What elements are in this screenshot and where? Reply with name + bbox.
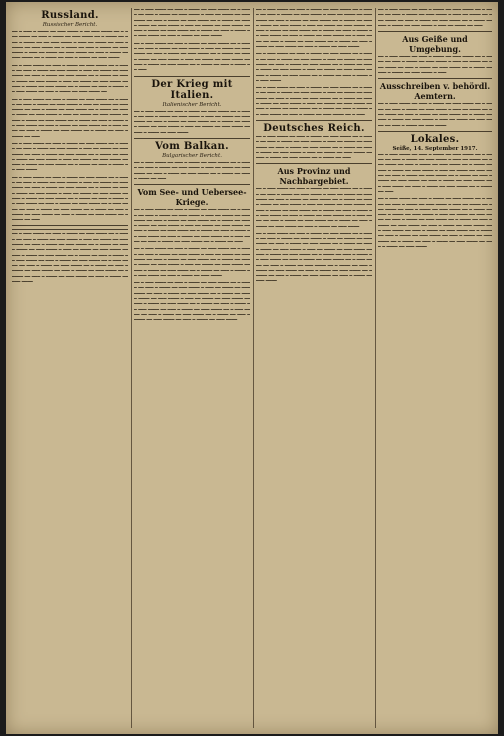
column-2 — [134, 8, 250, 728]
divider — [134, 184, 250, 185]
heading-balkan: Vom Balkan. — [155, 141, 229, 153]
column-rule — [375, 8, 376, 728]
column-3 — [256, 8, 372, 728]
subheading-italienischer-bericht: Italienischer Bericht. — [162, 101, 222, 108]
article-text: ━━ ━ ━━━ ━━━━ ━━ ━━━ ━ ━━━━ ━━ ━━━ ━━━━ ━━ ━ ━━━━ ━━ ━━━ ━ ━━━━ ━━ ━━━ ━━━━ ━ ━━━ ━━ ━━━━ ━━ ━━━ ━━━━ ━━ ━━━ ━ ━━━━ ━━ ━━━ ━━━━ ━━ ━ ━━━━ ━━ ━━━ ━ ━━━━ ━━ ━━━ ━━━━ ━ ━━━ ━━ ━━━━ ━━ ━━━ ━━━━ ━━ ━━━ ━ ━━━━ ━━ ━━━ ━━━━ ━━ ━ ━━━━ ━━ ━━━ ━ ━━━━ ━━ ━━━ ━━━━ ━━ ━━━ ━ ━━━━ ━━ ━━━ ━━━━ — [134, 247, 250, 279]
column-4 — [378, 8, 492, 728]
divider — [378, 78, 492, 79]
heading-deutsches-reich: Deutsches Reich. — [263, 122, 365, 134]
article-text: ━━ ━ ━━━ ━━━━ ━━ ━━━ ━ ━━━━ ━━ ━━━ ━━━━ ━━ ━ ━━━━ ━━ ━━━ ━ ━━━━ ━━ ━━━ ━━━━ ━ ━━━ ━━ ━━━━ ━━ ━━━ ━━━━ ━━ ━━━ ━ ━━━━ ━━ ━━━ ━━━━ ━━ ━ ━━━━ ━━ ━━━ ━ ━━━━ ━━ ━━━ ━━━━ ━ ━━━ ━━ ━━━━ ━━ ━━━ ━━━━ ━━ ━━━ ━ ━━━━ ━━ ━━━ ━━━━ ━━ ━ ━━━━ ━━ ━━━ ━ ━━━━ ━━ ━━━ ━━━━ ━━ ━━━ ━ ━━━━ ━━ ━━━ ━━━━ ━━ ━ ━━━ ━━━━ ━━ ━━━ ━ ━━━━ ━━ ━━━ ━━━━ ━━ ━ ━━━━ ━━ ━━━ ━ ━━━━ ━━ ━━━ ━━━━ ━━ ━━━ ━ ━━━━ ━━ ━━━ ━━━━ — [256, 187, 372, 230]
divider — [378, 131, 492, 132]
divider — [378, 31, 492, 32]
heading-provinz: Aus Provinz und Nachbargebiet. — [277, 166, 351, 187]
column-rule — [253, 8, 254, 728]
article-text: ━━ ━ ━━━ ━━━━ ━━ ━━━ ━ ━━━━ ━━ ━━━ ━━━━ ━━ ━ ━━━━ ━━ ━━━ ━ ━━━━ ━━ ━━━ ━━━━ ━ ━━━ ━━ ━━━━ ━━ ━━━ ━━━━ ━━ ━━━ ━ ━━━━ ━━ ━━━ ━━━━ ━━ ━ ━━━━ ━━ ━━━ ━ ━━━━ ━━ ━━━ ━━━━ ━ ━━━ ━━ ━━━━ ━━ ━━━ ━━━━ ━━ ━━━ ━ ━━━━ ━━ ━━━ ━━━━ ━━ ━ ━━━━ ━━ ━━━ ━ ━━━━ ━━ ━━━ ━━━━ ━━ ━━━ ━ ━━━━ ━━ ━━━ ━━━━ ━━ ━ ━━━ ━━━━ ━━ ━━━ ━ ━━━━ ━━ ━━━ ━━━━ ━━ ━ ━━━━ ━━ ━━━ — [378, 152, 492, 195]
heading-see-krieg: Vom See- und Uebersee-Kriege. — [137, 187, 247, 208]
article-text: ━━ ━ ━━━ ━━━━ ━━ ━━━ ━ ━━━━ ━━ ━━━ ━━━━ ━━ ━ ━━━━ ━━ ━━━ ━ ━━━━ ━━ ━━━ ━━━━ ━ ━━━ ━━ ━━━━ ━━ ━━━ ━━━━ ━━ ━━━ ━ ━━━━ ━━ ━━━ ━━━━ ━━ ━ ━━━━ ━━ ━━━ ━ ━━━━ ━━ ━━━ ━━━━ ━ ━━━ ━━ ━━━━ ━━ ━━━ ━━━━ ━━ ━━━ ━ ━━━━ ━━ ━━━ ━━━━ ━━ ━ ━━━━ ━━ ━━━ ━ ━━━━ ━━ ━━━ ━━━━ ━━ ━━━ ━ ━━━━ ━━ ━━━ ━━━━ ━━ ━ ━━━ ━━━━ ━━ ━━━ ━ ━━━━ ━━ ━━━ ━━━━ ━━ ━ ━━━━ ━━ ━━━ ━ ━━━━ ━━ ━━━ ━━━━ ━━ ━━━ ━ ━━━━ ━━ ━━━ ━━━━ ━━ ━ ━━━━ ━━ ━━━ ━ ━━━━ ━━ ━━━ ━━━━ ━━ ━━━ ━ ━━━━ ━━ ━━━ ━━━━ — [256, 231, 372, 285]
article-text: ━━ ━ ━━━ ━━━━ ━━ ━━━ ━ ━━━━ ━━ ━━━ ━━━━ ━━ ━ ━━━━ ━━ ━━━ ━ ━━━━ ━━ ━━━ ━━━━ ━ ━━━ ━━ ━━━━ ━━ ━━━ ━━━━ ━━ ━━━ ━ ━━━━ ━━ ━━━ ━━━━ ━━ ━ ━━━━ ━━ ━━━ ━ ━━━━ ━━ ━━━ ━━━━ ━ ━━━ ━━ ━━━━ ━━ ━━━ ━━━━ ━━ ━━━ ━ ━━━━ ━━ ━━━ ━━━━ ━━ ━ ━━━━ ━━ ━━━ ━ ━━━━ ━━ ━━━ ━━━━ ━━ ━━━ ━ ━━━━ ━━ ━━━ ━━━━ ━━ ━ ━━━ ━━━━ ━━ ━━━ ━ ━━━━ ━━ ━━━ ━━━━ ━━ ━ ━━━━ ━━ ━━━ ━ ━━━━ ━━ ━━━ ━━━━ ━━ ━━━ ━ ━━━━ ━━ ━━━ ━━━━ — [134, 281, 250, 324]
article-text: ━━ ━ ━━━ ━━━━ ━━ ━━━ ━ ━━━━ ━━ ━━━ ━━━━ ━━ ━ ━━━━ ━━ ━━━ ━ ━━━━ ━━ ━━━ ━━━━ ━ ━━━ ━━ ━━━━ ━━ ━━━ ━━━━ ━━ ━━━ ━ ━━━━ ━━ ━━━ ━━━━ ━━ ━ ━━━━ ━━ ━━━ ━ ━━━━ ━━ ━━━ ━━━━ ━ ━━━ ━━ ━━━━ ━━ ━━━ ━━━━ ━━ ━━━ ━ ━━━━ ━━ ━━━ ━━━━ ━━ ━ ━━━━ ━━ ━━━ ━ ━━━━ ━━ ━━━ ━━━━ — [12, 141, 128, 174]
divider — [12, 225, 128, 230]
article-text: ━━ ━ ━━━ ━━━━ ━━ ━━━ ━ ━━━━ ━━ ━━━ ━━━━ ━━ ━ ━━━━ ━━ ━━━ ━ ━━━━ ━━ ━━━ ━━━━ ━ ━━━ ━━ ━━━━ ━━ ━━━ ━━━━ ━━ ━━━ ━ ━━━━ ━━ ━━━ ━━━━ ━━ ━ ━━━━ ━━ ━━━ ━ ━━━━ ━━ ━━━ ━━━━ ━ ━━━ ━━ ━━━━ ━━ ━━━ ━━━━ ━━ ━━━ ━ ━━━━ ━━ ━━━ ━━━━ ━━ ━ ━━━━ ━━ ━━━ ━ ━━━━ ━━ ━━━ — [134, 41, 250, 74]
divider — [134, 138, 250, 139]
article-text: ━━ ━ ━━━ ━ ━━━━ ━━ ━━━ ━━━━ ━ ━━ ━━━ ━━━━ ━━ ━ ━━━ ━━━━ ━━ ━━━ ━ ━━━━ ━━ ━━━ ━━━━ ━━ ━ ━━━━ ━━ ━━━ ━ ━━━━ ━━ ━━ ━━━ ━━━━ ━ ━━━ ━━ ━━━━ ━━ ━━━ ━ ━━━━ ━━ ━━━ ━━━━ ━━ ━ ━━━━ ━━ ━━━ ━ ━━━━ ━━ ━━━ ━━━━ ━ ━━━ ━━ ━━━━ ━━ ━━━ ━━━━ ━━ ━━━ ━ ━━━━ ━━ ━━━ ━━━━ ━━ ━ ━━━━ ━━ ━━━ ━ ━━━━ ━━ ━━━ ━━━━ — [12, 30, 128, 62]
subheading-bulgarischer-bericht: Bulgarischer Bericht. — [162, 153, 222, 160]
article-text: ━━ ━ ━━━ ━━━━ ━━ ━━━ ━ ━━━━ ━━ ━━━ ━━━━ ━━ ━ ━━━━ ━━ ━━━ ━ ━━━━ ━━ ━━━ ━━━━ ━ ━━━ ━━ ━━━━ ━━ ━━━ ━━━━ ━━ ━━━ ━ ━━━━ ━━ ━━━ ━━━━ ━━ ━ ━━━━ ━━ ━━━ ━ ━━━━ ━━ ━━━ ━━━━ ━ ━━━ ━━ ━━━━ ━━ ━━━ ━━━━ ━━ ━━━ ━ ━━━━ ━━ ━━━ ━━━━ — [134, 109, 250, 136]
article-text: ━━ ━ ━━━ ━━━━ ━━ ━━━ ━ ━━━━ ━━ ━━━ ━━━━ ━━ ━ ━━━━ ━━ ━━━ ━ ━━━━ ━━ ━━━ ━━━━ ━ ━━━ ━━ ━━━━ ━━ ━━━ ━━━━ ━━ ━━━ ━ ━━━━ ━━ ━━━ ━━━━ ━━ ━ ━━━━ ━━ ━━━ ━ ━━━━ ━━ ━━━ ━━━━ ━ ━━━ ━━ ━━━━ ━━ ━━━ ━━━━ ━━ ━━━ ━ ━━━━ ━━ ━━━ ━━━━ ━━ ━ ━━━━ ━━ ━━━ ━ ━━━━ ━━ ━━━ ━━━━ ━━ ━━━ ━ ━━━━ ━━ ━━━ ━━━━ ━━ ━ ━━━ — [256, 86, 372, 118]
article-text: ━━ ━ ━━━ ━━━━ ━━ ━━━ ━ ━━━━ ━━ ━━━ ━━━━ ━━ ━ ━━━━ ━━ ━━━ ━ ━━━━ ━━ ━━━ ━━━━ ━ ━━━ ━━ ━━━━ ━━ ━━━ ━━━━ ━━ ━━━ ━ ━━━━ ━━ ━━━ ━━━━ ━━ ━ ━━━━ ━━ ━━━ ━ ━━━━ ━━ ━━━ ━━━━ ━ ━━━ — [378, 55, 492, 77]
article-text: ━━ ━ ━━━ ━━━━ ━━ ━━━ ━ ━━━━ ━━ ━━━ ━━━━ ━━ ━ ━━━━ ━━ ━━━ ━ ━━━━ ━━ ━━━ ━━━━ ━ ━━━ ━━ ━━━━ ━━ ━━━ ━━━━ ━━ ━━━ ━ ━━━━ ━━ ━━━ ━━━━ ━━ ━ ━━━━ ━━ ━━━ ━ ━━━━ ━━ ━━━ ━━━━ ━ ━━━ ━━ ━━━━ ━━ ━━━ ━━━━ ━━ ━━━ ━ ━━━━ ━━ ━━━ ━━━━ ━━ ━ ━━━━ ━━ ━━━ ━ ━━━━ ━━ ━━━ ━━━━ ━━ ━━━ ━ ━━━━ ━━ ━━━ ━━━━ ━━ ━ ━━━ ━━━━ ━━ ━━━ ━ ━━━━ ━━ ━━━ ━━━━ ━━ ━ ━━━━ ━━ ━━━ ━ ━━━━ ━━ ━━━ — [12, 97, 128, 140]
heading-umgebung: Aus Geiße und Umgebung. — [402, 34, 468, 55]
heading-russland: Russland. — [41, 10, 99, 21]
heading-lokales: Lokales. — [410, 133, 460, 145]
heading-krieg-italien: Der Krieg mit Italien. — [151, 78, 233, 101]
article-text: ━━ ━ ━━━ ━━━━ ━━ ━━━ ━ ━━━━ ━━ ━━━ ━━━━ ━━ ━ ━━━━ ━━ ━━━ ━ ━━━━ ━━ ━━━ ━━━━ ━ ━━━ ━━ ━━━━ ━━ ━━━ ━━━━ ━━ ━━━ ━ ━━━━ ━━ ━━━ ━━━━ ━━ ━ ━━━━ ━━ ━━━ ━ ━━━━ ━━ ━━━ — [134, 161, 250, 182]
divider — [256, 163, 372, 164]
newspaper-page — [6, 2, 498, 734]
divider — [134, 76, 250, 77]
article-text: ━━ ━ ━━━ ━━━━ ━━ ━━━ ━ ━━━━ ━━ ━━━ ━━━━ ━━ ━ ━━━━ ━━ ━━━ ━ ━━━━ ━━ ━━━ ━━━━ ━ ━━━ ━━ ━━━━ ━━ ━━━ ━━━━ ━━ ━━━ ━ ━━━━ ━━ ━━━ ━━━━ ━━ ━ ━━━━ ━━ ━━━ ━ ━━━━ ━━ ━━━ ━━━━ ━ ━━━ ━━ ━━━━ ━━ ━━━ ━━━━ ━━ ━━━ ━ ━━━━ ━━ ━━━ ━━━━ ━━ ━ ━━━━ ━━ ━━━ ━ ━━━━ ━━ ━━━ ━━━━ ━━ ━━━ ━ ━━━━ ━━ ━━━ ━━━━ ━━ ━ ━━━ ━━━━ ━━ ━━━ ━ ━━━━ ━━ ━━━ ━━━━ ━━ ━ ━━━━ ━━ ━━━ ━ ━━━━ ━━ ━━━ ━━━━ ━━ ━━━ ━ ━━━━ ━━ ━━━ ━━━━ — [256, 8, 372, 51]
article-text: ━━ ━ ━━━ ━━━━ ━━ ━━━ ━ ━━━━ ━━ ━━━ ━━━━ ━━ ━ ━━━━ ━━ ━━━ ━ ━━━━ ━━ ━━━ ━━━━ ━ ━━━ ━━ ━━━━ ━━ ━━━ ━━━━ ━━ ━━━ ━ ━━━━ ━━ ━━━ ━━━━ ━━ ━ ━━━━ ━━ ━━━ ━ ━━━━ ━━ ━━━ ━━━━ ━ ━━━ ━━ ━━━━ ━━ ━━━ ━━━━ ━━ ━━━ ━ ━━━━ ━━ ━━━ ━━━━ ━━ ━ ━━━━ ━━ ━━━ ━ ━━━━ ━━ ━━━ ━━━━ ━━ ━━━ ━ ━━━━ ━━ ━━━ ━━━━ ━━ ━ ━━━ ━━━━ ━━ ━━━ ━ ━━━━ ━━ ━━━ ━━━━ ━━ ━ ━━━━ ━━ ━━━ — [134, 208, 250, 246]
subheading-russischer-bericht: Russischer Bericht. — [42, 22, 98, 28]
article-text: ━━ ━ ━━━ ━━━━ ━━ ━━━ ━ ━━━━ ━━ ━━━ ━━━━ ━━ ━ ━━━━ ━━ ━━━ ━ ━━━━ ━━ ━━━ ━━━━ ━ ━━━ ━━ ━━━━ ━━ ━━━ ━━━━ ━━ ━━━ ━ ━━━━ ━━ ━━━ ━━━━ ━━ ━ ━━━━ ━━ ━━━ ━ ━━━━ ━━ ━━━ ━━━━ ━ ━━━ ━━ ━━━━ ━━ ━━━ ━━━━ ━━ ━━━ ━ ━━━━ ━━ ━━━ ━━━━ ━━ ━ ━━━━ ━━ ━━━ ━ ━━━━ ━━ ━━━ ━━━━ ━━ ━━━ ━ ━━━━ ━━ ━━━ ━━━━ ━━ ━ ━━━ ━━━━ ━━ ━━━ ━ ━━━━ ━━ ━━━ ━━━━ ━━ ━ ━━━━ ━━ ━━━ ━ ━━━━ ━━ ━━━ ━━━━ ━━ ━━━ ━ ━━━━ ━━ ━━━ ━━━━ ━━ ━ ━━━━ ━━ ━━━ ━ ━━━━ ━━ ━━━ ━━━━ ━━ ━━━ ━ ━━━━ ━━ ━━━ ━━━━ — [12, 232, 128, 286]
divider — [256, 120, 372, 121]
column-1 — [12, 8, 128, 728]
article-text: ━━ ━ ━━━ ━━━━ ━━ ━━━ ━ ━━━━ ━━ ━━━ ━━━━ ━━ ━ ━━━━ ━━ ━━━ ━ ━━━━ ━━ ━━━ ━━━━ ━ ━━━ ━━ ━━━━ ━━ ━━━ ━━━━ ━━ ━━━ ━ ━━━━ ━━ ━━━ ━━━━ ━━ ━ ━━━━ ━━ ━━━ ━ ━━━━ ━━ ━━━ ━━━━ ━ ━━━ ━━ ━━━━ ━━ ━━━ ━━━━ ━━ ━━━ ━ ━━━━ ━━ ━━━ ━━━━ ━━ ━ ━━━━ ━━ ━━━ ━ ━━━━ ━━ ━━━ ━━━━ ━━ ━━━ ━ ━━━━ ━━ ━━━ ━━━━ — [134, 8, 250, 40]
article-text: ━━ ━ ━━━ ━━━━ ━━ ━━━ ━ ━━━━ ━━ ━━━ ━━━━ ━━ ━ ━━━━ ━━ ━━━ ━ ━━━━ ━━ ━━━ ━━━━ ━ ━━━ ━━ ━━━━ ━━ ━━━ ━━━━ ━━ ━━━ ━ ━━━━ ━━ ━━━ ━━━━ ━━ ━ ━━━━ ━━ ━━━ ━ ━━━━ ━━ ━━━ ━━━━ ━ ━━━ ━━ ━━━━ ━━ ━━━ ━━━━ ━━ ━━━ ━ ━━━━ ━━ ━━━ ━━━━ ━━ ━ ━━━━ ━━ ━━━ ━ ━━━━ ━━ ━━━ ━━━━ ━━ ━━━ ━ ━━━━ ━━ ━━━ ━━━━ ━━ — [12, 63, 128, 96]
article-text: ━━ ━ ━━━ ━━━━ ━━ ━━━ ━ ━━━━ ━━ ━━━ ━━━━ ━━ ━ ━━━━ ━━ ━━━ ━ ━━━━ ━━ ━━━ ━━━━ ━ ━━━ ━━ ━━━━ ━━ ━━━ ━━━━ ━━ ━━━ ━ ━━━━ ━━ ━━━ ━━━━ ━━ ━ ━━━━ ━━ ━━━ ━ ━━━━ ━━ ━━━ ━━━━ ━ ━━━ ━━ ━━━━ ━━ ━━━ — [378, 8, 492, 29]
article-text: ━━ ━ ━━━ ━━━━ ━━ ━━━ ━ ━━━━ ━━ ━━━ ━━━━ ━━ ━ ━━━━ ━━ ━━━ ━ ━━━━ ━━ ━━━ ━━━━ ━ ━━━ ━━ ━━━━ ━━ ━━━ ━━━━ ━━ ━━━ ━ ━━━━ ━━ ━━━ ━━━━ ━━ ━ ━━━━ ━━ ━━━ ━ ━━━━ ━━ ━━━ ━━━━ ━ ━━━ ━━ ━━━━ ━━ ━━━ ━━━━ ━━ ━━━ ━ ━━━━ ━━ ━━━ ━━━━ ━━ ━ ━━━━ ━━ ━━━ ━ ━━━━ ━━ ━━━ ━━━━ ━━ ━━━ ━ ━━━━ ━━ ━━━ ━━━━ ━━ ━ ━━━ ━━━━ ━━ ━━━ ━ ━━━━ ━━ ━━━ ━━━━ ━━ ━ ━━━━ ━━ ━━━ ━ ━━━━ ━━ ━━━ ━━━━ ━━ ━━━ ━ ━━━━ ━━ ━━━ ━━━━ ━━ ━ ━━━━ ━━ ━━━ ━ ━━━━ ━━ ━━━ ━━━━ ━━ ━━━ ━ ━━━━ ━━ ━━━ ━━━━ — [378, 197, 492, 250]
article-text: ━━ ━ ━━━ ━━━━ ━━ ━━━ ━ ━━━━ ━━ ━━━ ━━━━ ━━ ━ ━━━━ ━━ ━━━ ━ ━━━━ ━━ ━━━ ━━━━ ━ ━━━ ━━ ━━━━ ━━ ━━━ ━━━━ ━━ ━━━ ━ ━━━━ ━━ ━━━ ━━━━ ━━ ━ ━━━━ ━━ ━━━ ━ ━━━━ ━━ ━━━ ━━━━ ━ ━━━ ━━ ━━━━ ━━ ━━━ ━━━━ ━━ ━━━ ━ ━━━━ ━━ ━━━ ━━━━ — [378, 102, 492, 129]
heading-ausschreiben: Ausschreiben v. behördl. Aemtern. — [379, 81, 491, 102]
article-text: ━━ ━ ━━━ ━━━━ ━━ ━━━ ━ ━━━━ ━━ ━━━ ━━━━ ━━ ━ ━━━━ ━━ ━━━ ━ ━━━━ ━━ ━━━ ━━━━ ━ ━━━ ━━ ━━━━ ━━ ━━━ ━━━━ ━━ ━━━ ━ ━━━━ ━━ ━━━ ━━━━ ━━ ━ ━━━━ ━━ ━━━ ━ ━━━━ ━━ ━━━ ━━━━ ━ ━━━ ━━ ━━━━ ━━ ━━━ ━━━━ ━━ ━━━ ━ ━━━━ ━━ ━━━ ━━━━ ━━ ━ ━━━━ ━━ ━━━ — [256, 134, 372, 162]
article-text: ━━ ━ ━━━ ━━━━ ━━ ━━━ ━ ━━━━ ━━ ━━━ ━━━━ ━━ ━ ━━━━ ━━ ━━━ ━ ━━━━ ━━ ━━━ ━━━━ ━ ━━━ ━━ ━━━━ ━━ ━━━ ━━━━ ━━ ━━━ ━ ━━━━ ━━ ━━━ ━━━━ ━━ ━ ━━━━ ━━ ━━━ ━ ━━━━ ━━ ━━━ ━━━━ ━ ━━━ ━━ ━━━━ ━━ ━━━ ━━━━ ━━ ━━━ ━ ━━━━ ━━ ━━━ ━━━━ ━━ ━ ━━━━ ━━ ━━━ ━ ━━━━ ━━ ━━━ ━━━━ — [256, 52, 372, 84]
article-text: ━━ ━ ━━━ ━━━━ ━━ ━━━ ━ ━━━━ ━━ ━━━ ━━━━ ━━ ━ ━━━━ ━━ ━━━ ━ ━━━━ ━━ ━━━ ━━━━ ━ ━━━ ━━ ━━━━ ━━ ━━━ ━━━━ ━━ ━━━ ━ ━━━━ ━━ ━━━ ━━━━ ━━ ━ ━━━━ ━━ ━━━ ━ ━━━━ ━━ ━━━ ━━━━ ━ ━━━ ━━ ━━━━ ━━ ━━━ ━━━━ ━━ ━━━ ━ ━━━━ ━━ ━━━ ━━━━ ━━ ━ ━━━━ ━━ ━━━ ━ ━━━━ ━━ ━━━ ━━━━ ━━ ━━━ ━ ━━━━ ━━ ━━━ ━━━━ ━━ ━ ━━━ ━━━━ ━━ ━━━ ━ ━━━━ ━━ ━━━ ━━━━ ━━ ━ ━━━━ ━━ ━━━ ━ ━━━━ ━━ ━━━ ━━━━ ━━ ━━━ ━ ━━━━ ━━ ━━━ ━━━━ ━━ ━ ━━━━ ━━ ━━━ — [12, 175, 128, 224]
column-rule — [131, 8, 132, 728]
lokales-date: Seiße, 14. September 1917. — [392, 145, 478, 152]
